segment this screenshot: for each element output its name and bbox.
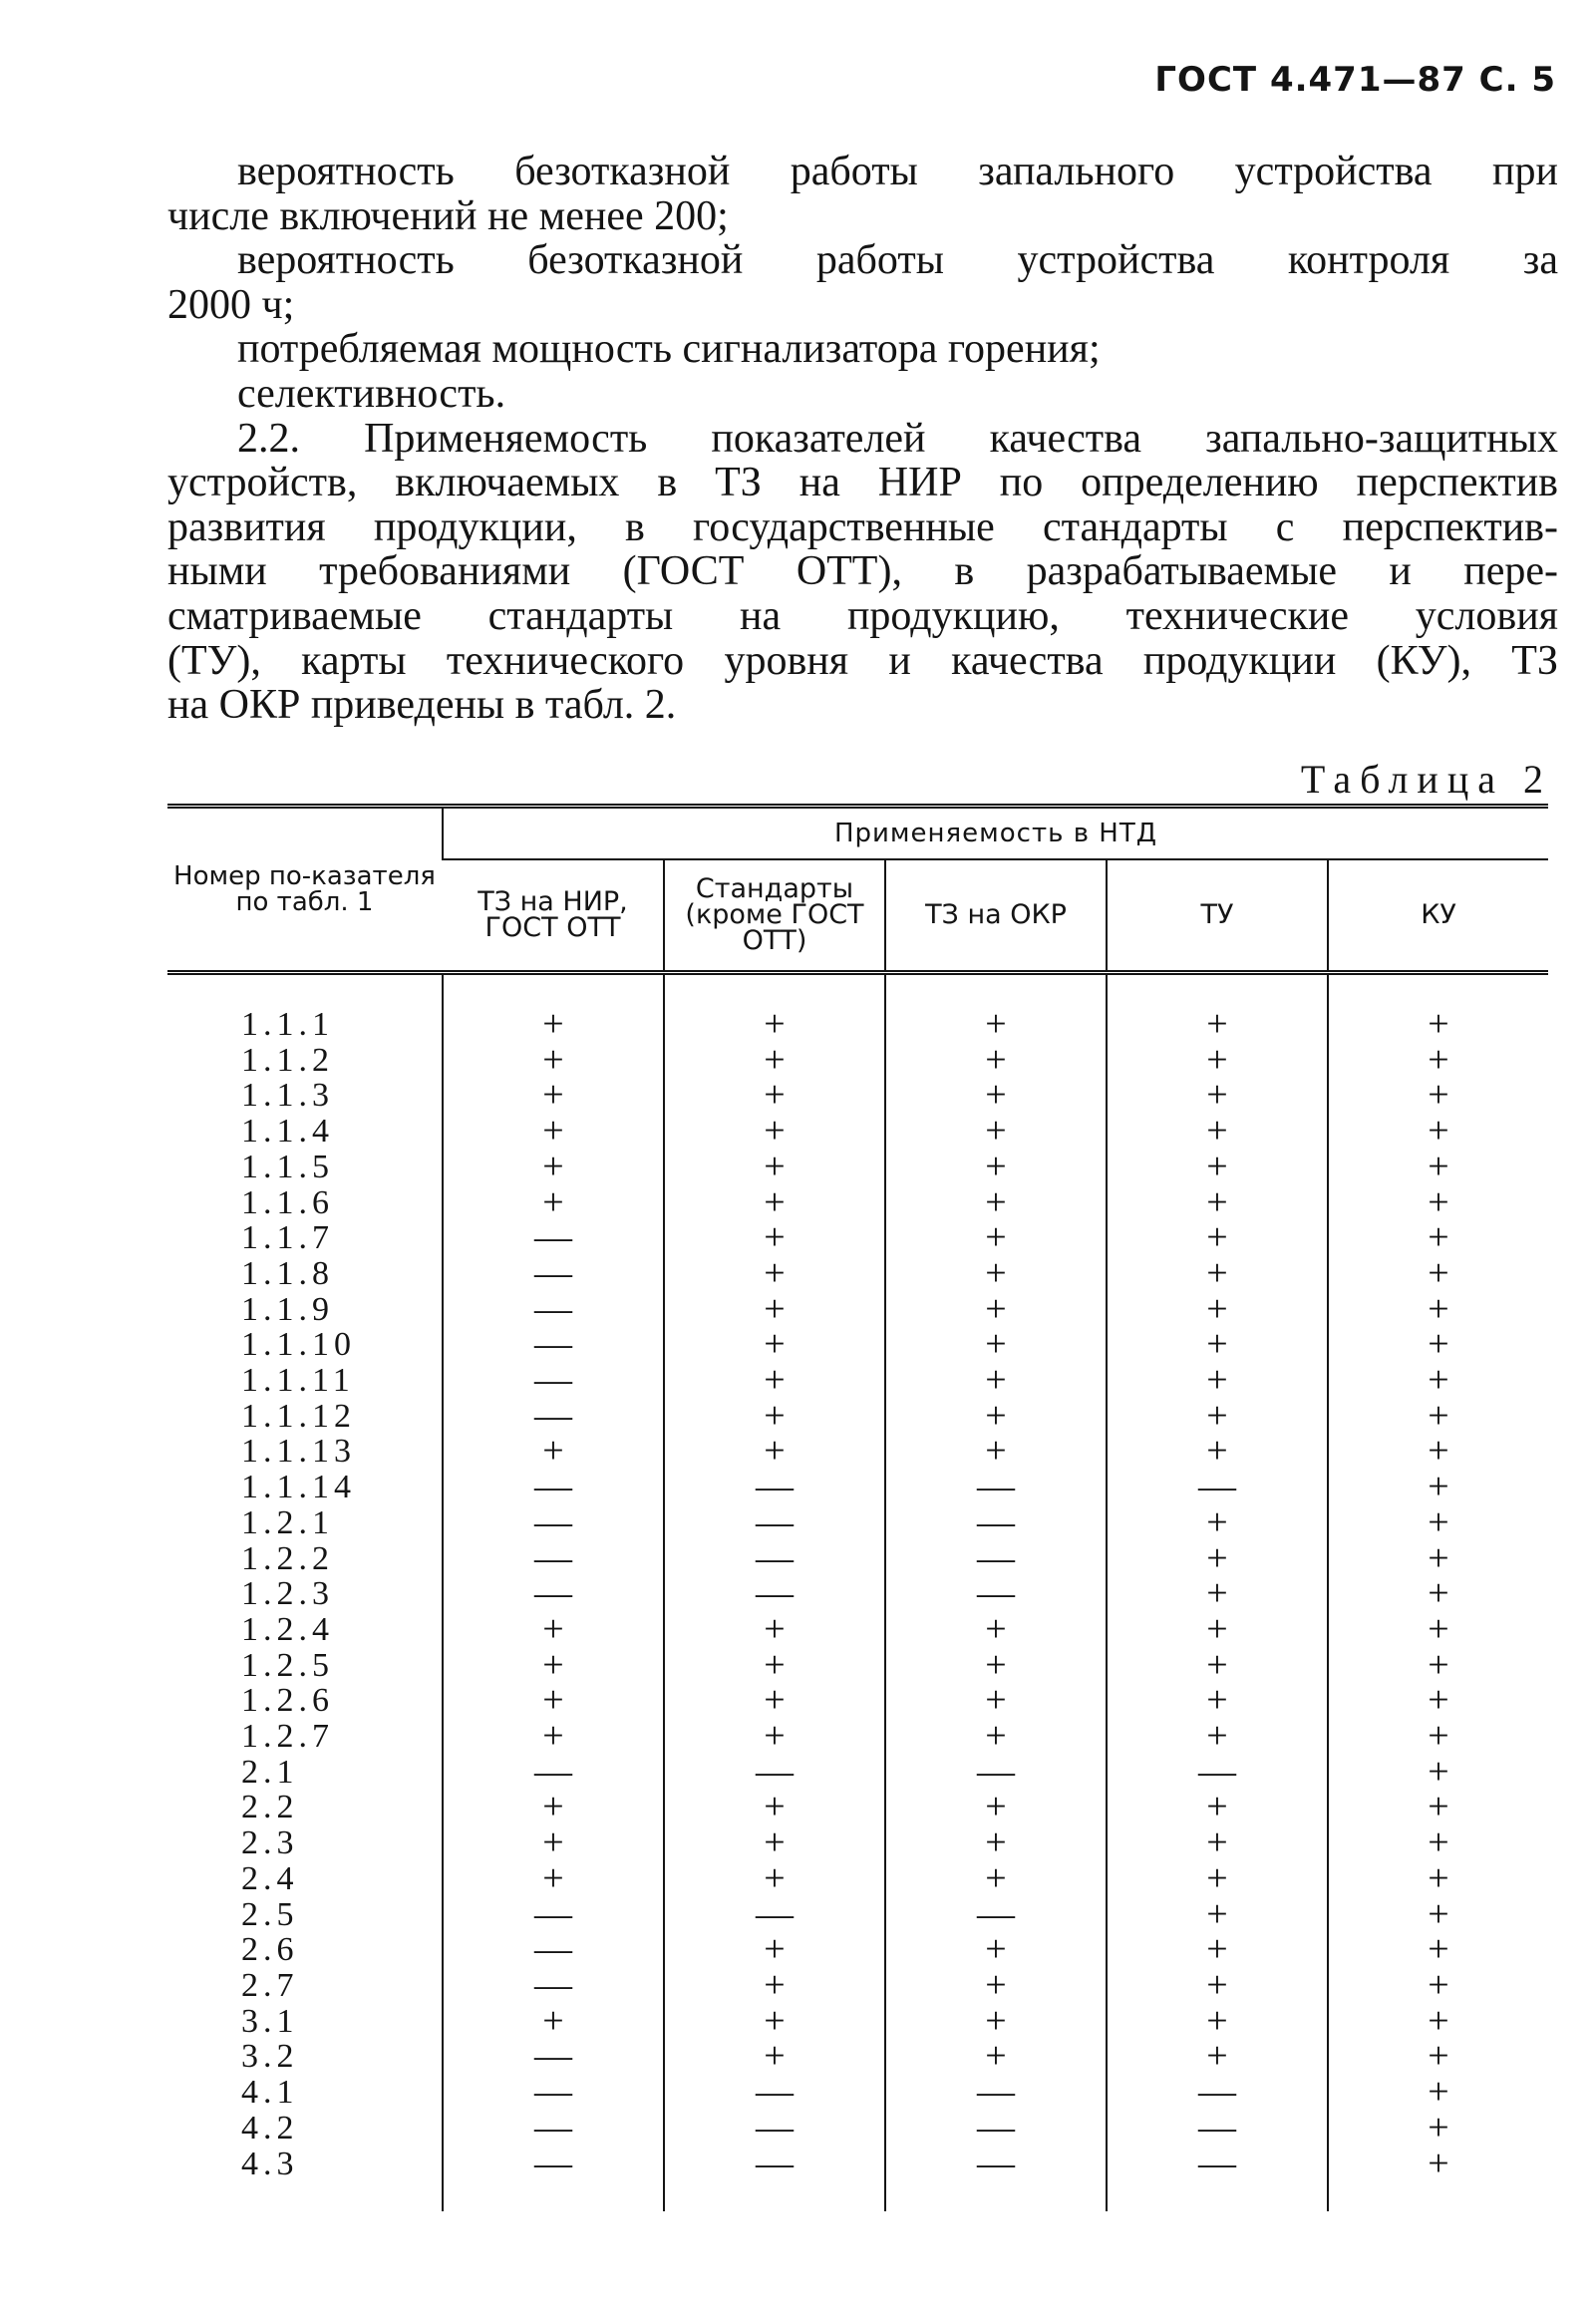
applicability-mark: + (1328, 1719, 1548, 1755)
indicator-number: 1.2.3 (241, 1575, 334, 1613)
applicability-mark: + (1328, 1043, 1548, 1079)
table-row (167, 2004, 1548, 2040)
table-row (167, 1897, 1548, 1933)
applicability-mark: + (1328, 1790, 1548, 1825)
applicability-mark: + (1107, 1043, 1328, 1079)
applicability-mark: + (664, 1861, 885, 1897)
applicability-mark: — (885, 1755, 1107, 1791)
row-number-header: Номер по-казателя по табл. 1 (173, 861, 436, 917)
body-text (167, 150, 1558, 728)
applicability-mark: + (1328, 1470, 1548, 1505)
applicability-mark: + (664, 2039, 885, 2075)
table-row (167, 1719, 1548, 1755)
applicability-mark: — (443, 1576, 664, 1612)
table-row (167, 1648, 1548, 1684)
applicability-mark: — (443, 1968, 664, 2004)
table-row (167, 1932, 1548, 1968)
applicability-mark: + (1328, 1541, 1548, 1577)
applicability-mark: + (885, 1185, 1107, 1221)
table-row (167, 1470, 1548, 1505)
applicability-mark: + (1107, 1719, 1328, 1755)
applicability-mark: + (1328, 1825, 1548, 1861)
table-row (167, 1576, 1548, 1612)
applicability-mark: + (1328, 973, 1548, 1043)
indicator-number: 1.1.11 (241, 1362, 355, 1400)
applicability-mark: + (664, 1719, 885, 1755)
applicability-mark: + (885, 2004, 1107, 2040)
applicability-mark: + (1328, 1648, 1548, 1684)
table-row (167, 1256, 1548, 1292)
applicability-mark: + (1107, 1576, 1328, 1612)
applicability-mark: + (1328, 1185, 1548, 1221)
table-row (167, 1790, 1548, 1825)
applicability-mark: + (443, 1648, 664, 1684)
indicator-number: 3.2 (241, 2038, 299, 2076)
applicability-mark: + (1107, 1150, 1328, 1185)
applicability-mark: + (885, 1434, 1107, 1470)
applicability-mark: — (443, 1256, 664, 1292)
applicability-mark: + (1328, 1292, 1548, 1328)
applicability-mark: + (1107, 2004, 1328, 2040)
applicability-mark: + (885, 1932, 1107, 1968)
table-row (167, 1541, 1548, 1577)
text-line: вероятность безотказной работы устройства контроля за (237, 237, 1558, 284)
table-row (167, 1861, 1548, 1897)
applicability-mark: + (1328, 1256, 1548, 1292)
applicability-mark: + (1107, 1505, 1328, 1541)
applicability-mark: — (664, 1897, 885, 1933)
applicability-mark: + (1107, 1363, 1328, 1399)
indicator-number: 1.1.9 (241, 1290, 334, 1328)
table-row (167, 1043, 1548, 1079)
applicability-mark: + (443, 1114, 664, 1150)
applicability-mark: + (443, 1078, 664, 1114)
applicability-mark: + (1328, 2111, 1548, 2147)
indicator-number: 1.2.4 (241, 1610, 334, 1648)
applicability-mark: + (885, 1648, 1107, 1684)
applicability-mark: + (664, 1043, 885, 1079)
applicability-mark: + (1328, 1897, 1548, 1933)
applicability-mark: — (443, 1399, 664, 1435)
applicability-mark: + (443, 1150, 664, 1185)
applicability-mark: + (1107, 1825, 1328, 1861)
applicability-mark: + (1107, 2039, 1328, 2075)
applicability-mark: — (443, 1363, 664, 1399)
applicability-mark: — (443, 1541, 664, 1577)
applicability-mark: — (664, 2147, 885, 2212)
applicability-mark: + (443, 1043, 664, 1079)
table-row (167, 1755, 1548, 1791)
indicator-number: 2.5 (241, 1895, 299, 1933)
applicability-mark: + (1328, 1434, 1548, 1470)
indicator-number: 1.1.4 (241, 1113, 334, 1151)
applicability-mark: — (1107, 2111, 1328, 2147)
table-row (167, 2111, 1548, 2147)
applicability-mark: + (664, 2004, 885, 2040)
table-row (167, 1399, 1548, 1435)
applicability-mark: + (1107, 1790, 1328, 1825)
applicability-mark: + (885, 1861, 1107, 1897)
applicability-mark: — (443, 1755, 664, 1791)
applicability-mark: + (1107, 1185, 1328, 1221)
applicability-mark: — (885, 1576, 1107, 1612)
applicability-mark: + (1107, 973, 1328, 1043)
text-line: ными требованиями (ГОСТ ОТТ), в разрабатываемые и пере- (167, 548, 1558, 595)
applicability-mark: + (1107, 1434, 1328, 1470)
applicability-mark: + (885, 973, 1107, 1043)
table-row (167, 1612, 1548, 1648)
table-caption: Таблица 2 (1300, 757, 1552, 802)
applicability-mark: + (664, 1078, 885, 1114)
applicability-mark: — (443, 1470, 664, 1505)
table-body (167, 973, 1548, 2212)
applicability-mark: — (664, 1755, 885, 1791)
table-row (167, 1292, 1548, 1328)
applicability-mark: + (1328, 1327, 1548, 1363)
indicator-number: 1.1.5 (241, 1148, 334, 1185)
applicability-mark: + (664, 1683, 885, 1719)
applicability-mark: + (885, 1399, 1107, 1435)
table-row (167, 2147, 1548, 2212)
column-header: Стандарты (кроме ГОСТ ОТТ) (664, 859, 885, 973)
indicator-number: 1.1.7 (241, 1219, 334, 1257)
applicability-mark: + (1107, 1078, 1328, 1114)
text-line: вероятность безотказной работы запального устройства при (237, 149, 1558, 194)
indicator-number: 1.2.2 (241, 1539, 334, 1577)
applicability-mark: + (1328, 1861, 1548, 1897)
applicability-mark: + (1107, 1683, 1328, 1719)
table-row (167, 1683, 1548, 1719)
applicability-mark: + (885, 1790, 1107, 1825)
applicability-mark: + (1328, 2147, 1548, 2212)
applicability-mark: + (1328, 1363, 1548, 1399)
page-header: ГОСТ 4.471—87 С. 5 (1154, 60, 1556, 100)
applicability-mark: + (885, 1683, 1107, 1719)
applicability-mark: — (885, 1505, 1107, 1541)
applicability-mark: + (443, 2004, 664, 2040)
applicability-mark: + (885, 1363, 1107, 1399)
applicability-mark: + (443, 1790, 664, 1825)
indicator-number: 3.1 (241, 2002, 299, 2040)
applicability-mark: + (1328, 1932, 1548, 1968)
table-row (167, 1968, 1548, 2004)
applicability-mark: — (664, 1576, 885, 1612)
text-line: селективность. (237, 370, 506, 417)
applicability-mark: + (885, 1292, 1107, 1328)
applicability-mark: — (664, 1470, 885, 1505)
text-line: на ОКР приведены в табл. 2. (167, 682, 677, 729)
applicability-mark: + (885, 1220, 1107, 1256)
applicability-mark: + (1107, 1292, 1328, 1328)
indicator-number: 4.2 (241, 2109, 299, 2147)
applicability-mark: — (664, 2111, 885, 2147)
applicability-mark: + (1328, 1078, 1548, 1114)
text-line: сматриваемые стандарты на продукцию, технические условия (167, 592, 1558, 639)
table-row (167, 2039, 1548, 2075)
applicability-mark: + (443, 1825, 664, 1861)
indicator-number: 4.1 (241, 2074, 299, 2112)
applicability-mark: + (664, 1825, 885, 1861)
applicability-mark: + (1107, 1541, 1328, 1577)
applicability-mark: — (443, 2111, 664, 2147)
applicability-mark: + (443, 1861, 664, 1897)
column-header: КУ (1328, 859, 1548, 973)
applicability-mark: — (1107, 1470, 1328, 1505)
applicability-mark: + (1107, 1399, 1328, 1435)
applicability-mark: + (664, 1612, 885, 1648)
group-header: Применяемость в НТД (443, 807, 1548, 860)
indicator-number: 1.1.10 (241, 1326, 356, 1364)
column-header: ТЗ на ОКР (885, 859, 1107, 973)
applicability-mark: — (664, 1505, 885, 1541)
indicator-number: 4.3 (241, 2145, 299, 2182)
applicability-mark: + (664, 1932, 885, 1968)
text-line: 2.2. Применяемость показателей качества запально-защитных (237, 415, 1558, 462)
applicability-mark: — (885, 2111, 1107, 2147)
indicator-number: 1.1.3 (241, 1077, 334, 1115)
applicability-mark: — (443, 2039, 664, 2075)
table-row (167, 1114, 1548, 1150)
text-line: развития продукции, в государственные стандарты с перспектив- (167, 503, 1558, 550)
applicability-mark: + (885, 1043, 1107, 1079)
applicability-mark: + (1328, 2004, 1548, 2040)
table-row (167, 1150, 1548, 1185)
indicator-number: 2.2 (241, 1789, 299, 1826)
applicability-mark: + (664, 973, 885, 1043)
column-header: ТЗ на НИР, ГОСТ ОТТ (478, 886, 628, 943)
indicator-number: 2.6 (241, 1931, 299, 1969)
applicability-mark: — (443, 2075, 664, 2111)
indicator-number: 1.1.8 (241, 1254, 334, 1292)
applicability-mark: + (1328, 2075, 1548, 2111)
applicability-mark: + (885, 1968, 1107, 2004)
applicability-mark: + (1107, 1861, 1328, 1897)
applicability-mark: + (664, 1220, 885, 1256)
applicability-mark: — (885, 2147, 1107, 2212)
table-row (167, 1363, 1548, 1399)
table-row (167, 1505, 1548, 1541)
applicability-mark: + (1107, 1327, 1328, 1363)
applicability-mark: — (443, 1505, 664, 1541)
applicability-mark: + (1328, 1755, 1548, 1791)
table-row (167, 973, 1548, 1043)
applicability-mark: + (664, 1968, 885, 2004)
applicability-mark: — (1107, 1755, 1328, 1791)
table-row (167, 1825, 1548, 1861)
applicability-mark: + (885, 1150, 1107, 1185)
applicability-mark: + (1107, 1256, 1328, 1292)
applicability-mark: — (1107, 2075, 1328, 2111)
text-line: потребляемая мощность сигнализатора горения; (237, 326, 1101, 373)
applicability-mark: + (1328, 1612, 1548, 1648)
text-line: (ТУ), карты технического уровня и качества продукции (КУ), ТЗ (167, 637, 1558, 684)
applicability-mark: + (1107, 1612, 1328, 1648)
applicability-mark: — (885, 1470, 1107, 1505)
applicability-mark: — (885, 2075, 1107, 2111)
indicator-number: 1.2.5 (241, 1646, 334, 1684)
applicability-mark: + (664, 1292, 885, 1328)
applicability-mark: + (664, 1114, 885, 1150)
applicability-mark: + (1328, 1220, 1548, 1256)
applicability-mark: — (664, 1541, 885, 1577)
applicability-mark: + (885, 1825, 1107, 1861)
applicability-mark: — (443, 1220, 664, 1256)
indicator-number: 1.1.2 (241, 1041, 334, 1079)
applicability-mark: + (1107, 1220, 1328, 1256)
applicability-mark: + (443, 1434, 664, 1470)
applicability-mark: + (664, 1434, 885, 1470)
table-row (167, 1434, 1548, 1470)
applicability-mark: + (664, 1185, 885, 1221)
applicability-mark: — (1107, 2147, 1328, 2212)
applicability-mark: + (1328, 1114, 1548, 1150)
table-row (167, 1078, 1548, 1114)
applicability-mark: + (1328, 1505, 1548, 1541)
indicator-number: 1.2.6 (241, 1682, 334, 1720)
indicator-number: 1.1.6 (241, 1183, 334, 1221)
applicability-mark: + (1328, 2039, 1548, 2075)
indicator-number: 1.1.14 (241, 1469, 356, 1506)
applicability-mark: — (443, 1932, 664, 1968)
indicator-number: 2.3 (241, 1824, 299, 1862)
applicability-mark: + (1328, 1968, 1548, 2004)
applicability-mark: + (1107, 1114, 1328, 1150)
indicator-number: 1.2.1 (241, 1503, 334, 1541)
applicability-mark: — (885, 1897, 1107, 1933)
text-line: числе включений не менее 200; (167, 192, 729, 239)
indicator-number: 1.1.1 (241, 1006, 334, 1043)
applicability-mark: — (885, 1541, 1107, 1577)
applicability-mark: + (664, 1150, 885, 1185)
applicability-mark: — (443, 1897, 664, 1933)
text-line: устройств, включаемых в ТЗ на НИР по определению перспектив (167, 460, 1558, 506)
applicability-mark: + (885, 1612, 1107, 1648)
applicability-mark: + (443, 1719, 664, 1755)
table-row (167, 1327, 1548, 1363)
table-row (167, 1220, 1548, 1256)
applicability-mark: + (1328, 1150, 1548, 1185)
applicability-mark: — (443, 2147, 664, 2212)
applicability-mark: + (1328, 1683, 1548, 1719)
applicability-mark: — (443, 1327, 664, 1363)
applicability-mark: + (664, 1648, 885, 1684)
indicator-number: 2.7 (241, 1966, 299, 2004)
applicability-mark: + (1328, 1576, 1548, 1612)
applicability-mark: + (664, 1256, 885, 1292)
applicability-mark: + (1107, 1968, 1328, 2004)
table-row (167, 1185, 1548, 1221)
text-line: 2000 ч; (167, 281, 295, 328)
indicator-number: 1.1.13 (241, 1433, 356, 1471)
applicability-mark: + (885, 1719, 1107, 1755)
indicator-number: 1.2.7 (241, 1718, 334, 1756)
applicability-mark: — (443, 1292, 664, 1328)
indicator-number: 2.1 (241, 1753, 299, 1791)
indicator-number: 1.1.12 (241, 1397, 356, 1435)
applicability-mark: + (664, 1327, 885, 1363)
applicability-mark: — (664, 2075, 885, 2111)
applicability-mark: + (664, 1363, 885, 1399)
applicability-mark: + (885, 1327, 1107, 1363)
indicator-number: 2.4 (241, 1859, 299, 1897)
applicability-mark: + (885, 1078, 1107, 1114)
applicability-mark: + (443, 973, 664, 1043)
applicability-mark: + (664, 1399, 885, 1435)
applicability-mark: + (1107, 1648, 1328, 1684)
applicability-table (167, 804, 1548, 2211)
applicability-mark: + (885, 1114, 1107, 1150)
applicability-mark: + (1328, 1399, 1548, 1435)
applicability-mark: + (1107, 1932, 1328, 1968)
table-row (167, 2075, 1548, 2111)
applicability-mark: + (885, 1256, 1107, 1292)
applicability-mark: + (664, 1790, 885, 1825)
applicability-mark: + (443, 1185, 664, 1221)
applicability-mark: + (885, 2039, 1107, 2075)
applicability-mark: + (443, 1612, 664, 1648)
column-header: ТУ (1107, 859, 1328, 973)
applicability-mark: + (1107, 1897, 1328, 1933)
applicability-mark: + (443, 1683, 664, 1719)
